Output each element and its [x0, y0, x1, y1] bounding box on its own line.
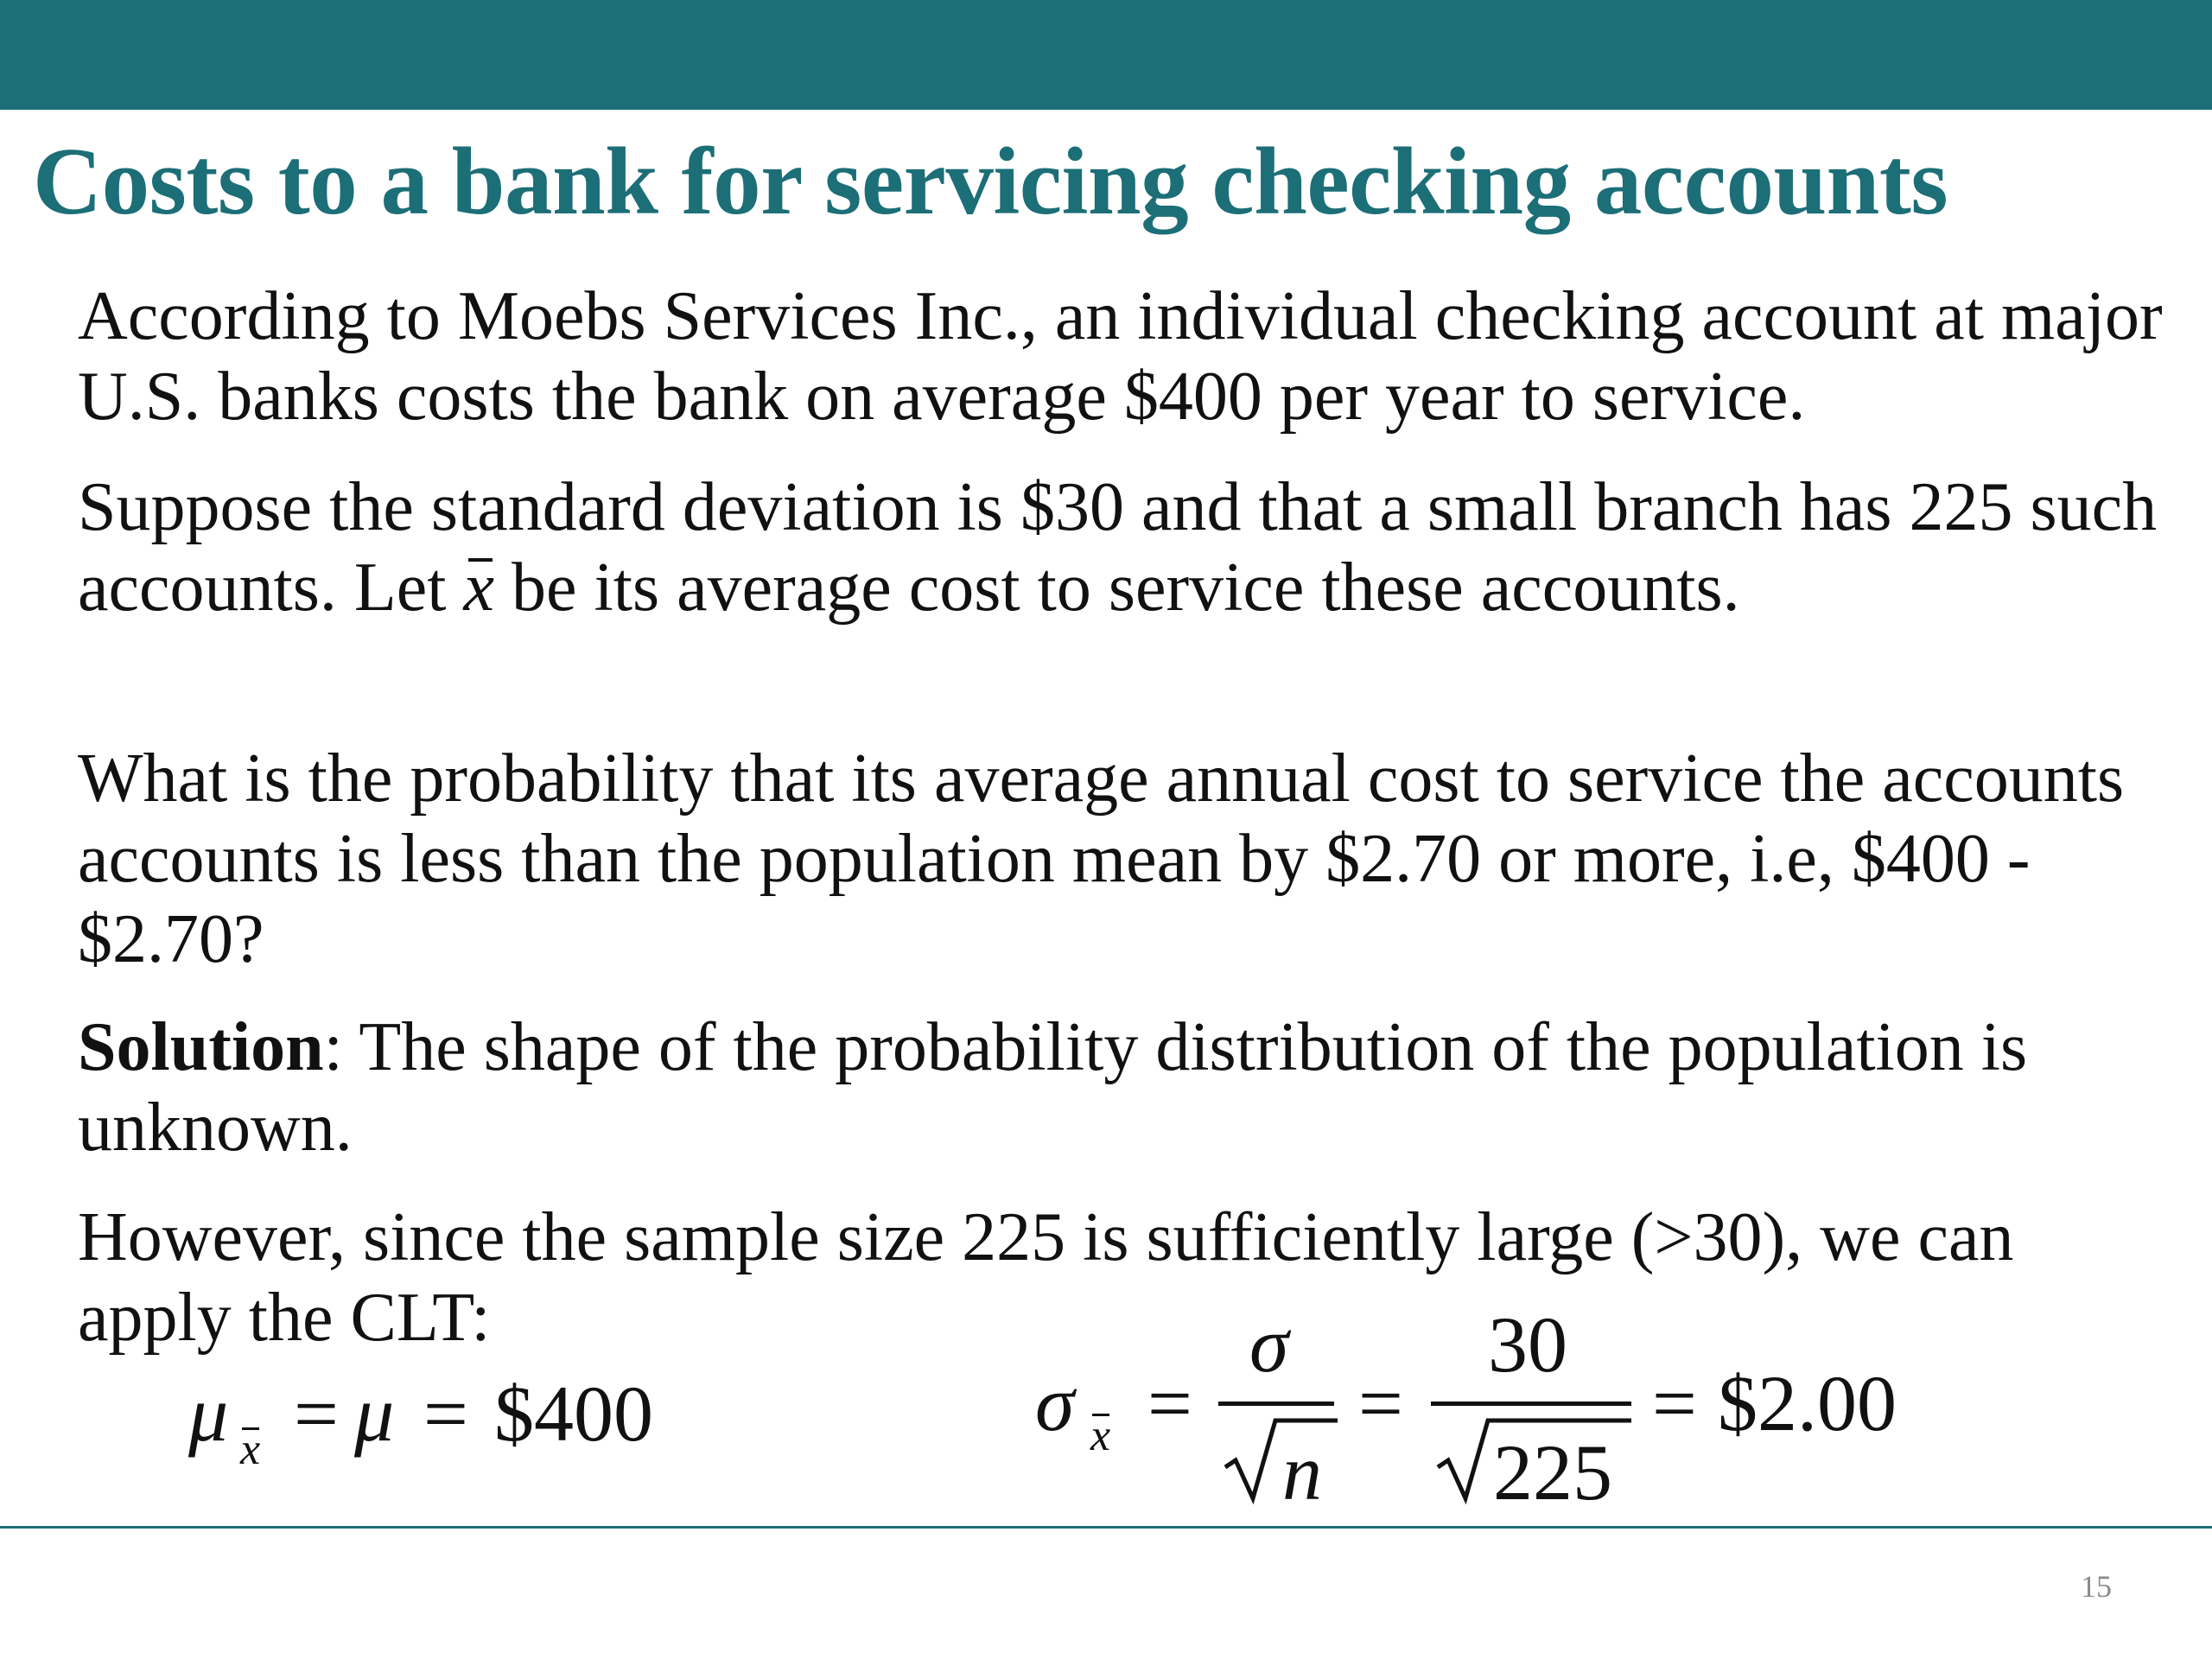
- sd-equals-1: =: [1147, 1359, 1192, 1447]
- sd-result: $2.00: [1718, 1359, 1897, 1447]
- mu-symbol: μ: [188, 1370, 229, 1458]
- fraction2-denominator: 225: [1493, 1428, 1612, 1516]
- mean-subscript-xbar: x: [240, 1425, 261, 1474]
- paragraph-clt: However, since the sample size 225 is sufficiently large (>30), we can apply the CLT:: [78, 1199, 2014, 1356]
- fraction1-numerator-sigma: σ: [1249, 1300, 1289, 1389]
- mean-equals-2: =: [423, 1370, 468, 1458]
- paragraph-context: According to Moebs Services Inc., an individual checking account at major U.S. banks costs the bank on average $400 per year to service.: [78, 278, 2163, 435]
- sd-subscript-xbar: x: [1090, 1411, 1111, 1460]
- top-banner: [0, 0, 2212, 110]
- setup-text-end: be its average cost to service these accounts.: [494, 550, 1740, 626]
- paragraph-solution: [78, 1007, 2169, 1168]
- page-number: 15: [2081, 1569, 2112, 1604]
- sd-equals-3: =: [1652, 1359, 1697, 1447]
- setup-text-start: Suppose the standard deviation is $30 and that a small branch has 225 such accounts. Let: [78, 469, 2158, 626]
- slide-title: Costs to a bank for servicing checking accounts: [33, 129, 1948, 235]
- solution-text: : The shape of the probability distribution of the population is unknown.: [78, 1009, 2028, 1166]
- fraction2-numerator: 30: [1488, 1300, 1567, 1389]
- sd-equals-2: =: [1358, 1359, 1403, 1447]
- x-bar-symbol: x: [463, 548, 494, 628]
- mean-equals-1: =: [294, 1370, 339, 1458]
- paragraph-setup: [78, 467, 2169, 628]
- fraction1-denominator-n: n: [1282, 1428, 1322, 1516]
- footer-divider: [0, 1526, 2212, 1529]
- sigma-symbol: σ: [1035, 1359, 1075, 1447]
- mu-symbol-2: μ: [354, 1370, 395, 1458]
- paragraph-question: What is the probability that its average annual cost to service the accounts accounts is less than the population mean by $2.70 or more, i.e, $400 - $2.70?: [78, 741, 2125, 977]
- solution-label: Solution: [78, 1009, 324, 1085]
- fraction1-bar: [1218, 1402, 1334, 1406]
- fraction2-bar: [1431, 1402, 1631, 1406]
- mean-result: $400: [494, 1370, 653, 1458]
